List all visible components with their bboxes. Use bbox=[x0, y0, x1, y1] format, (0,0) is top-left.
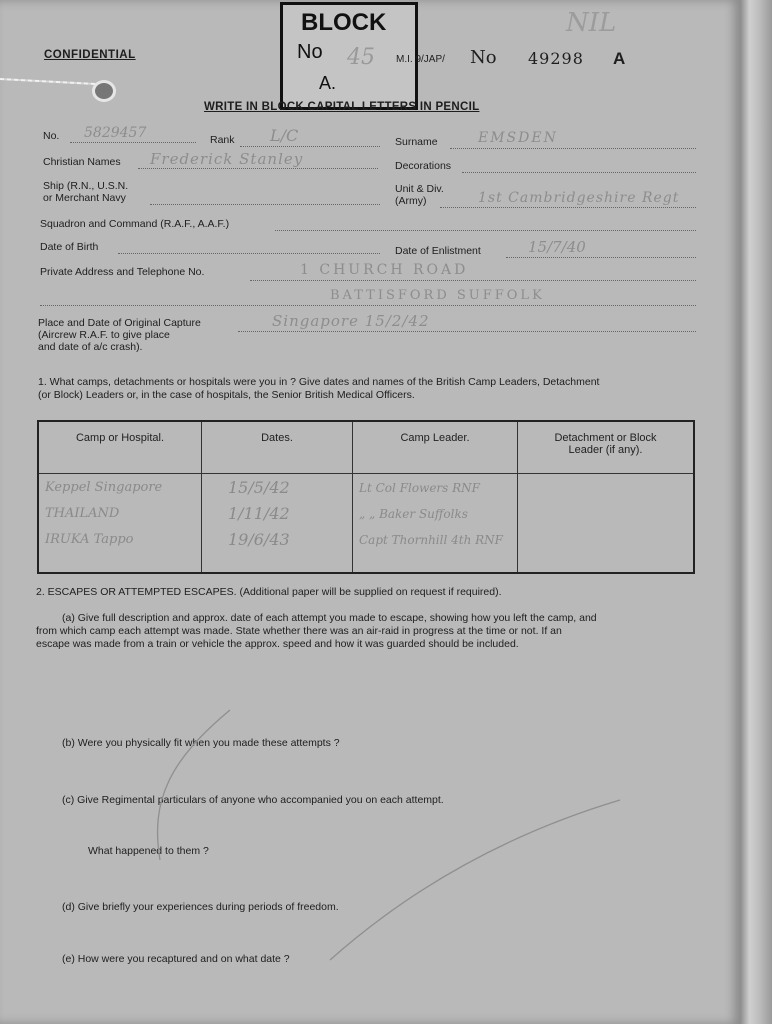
christian-names-label: Christian Names bbox=[43, 156, 121, 168]
rank-label: Rank bbox=[210, 134, 235, 146]
capture-value: Singapore 15/2/42 bbox=[272, 312, 430, 330]
number-label: No bbox=[470, 47, 497, 68]
rank-value: L/C bbox=[270, 126, 299, 145]
q1-text-1: 1. What camps, detachments or hospitals were you in ? Give dates and names of the British Camp Leaders, Detachment bbox=[38, 376, 600, 388]
capture-label-1: Place and Date of Original Capture bbox=[38, 317, 201, 329]
capture-label-2: (Aircrew R.A.F. to give place bbox=[38, 329, 170, 341]
camp-leader-entry: Lt Col Flowers RNF bbox=[359, 481, 480, 495]
corner-pencil-note: NIL bbox=[566, 8, 617, 38]
dob-label: Date of Birth bbox=[40, 241, 99, 253]
stamp-pencil-number: 45 bbox=[347, 45, 375, 70]
decorations-label: Decorations bbox=[395, 160, 452, 172]
address-value-1: 1 CHURCH ROAD bbox=[300, 262, 469, 278]
serial-suffix: A bbox=[613, 49, 626, 68]
address-label: Private Address and Telephone No. bbox=[40, 266, 205, 278]
unit-value: 1st Cambridgeshire Regt bbox=[478, 190, 680, 206]
stamp-block-text: BLOCK bbox=[301, 9, 387, 36]
q2-title: 2. ESCAPES OR ATTEMPTED ESCAPES. (Additional paper will be supplied on request if required). bbox=[36, 586, 502, 598]
q2-e-text: (e) How were you recaptured and on what date ? bbox=[62, 953, 290, 965]
capture-label-3: and date of a/c crash). bbox=[38, 341, 143, 353]
header-detachment-leader: Detachment or Block Leader (if any). bbox=[518, 421, 695, 474]
ship-label-1: Ship (R.N., U.S.N. bbox=[43, 180, 129, 192]
serial-number: 49298 bbox=[528, 49, 584, 68]
date-entry: 15/5/42 bbox=[228, 478, 290, 497]
page-stack-edge bbox=[740, 0, 772, 1024]
address-value-2: BATTISFORD SUFFOLK bbox=[330, 288, 545, 303]
enlistment-label: Date of Enlistment bbox=[395, 245, 481, 257]
ship-label-2: or Merchant Navy bbox=[43, 192, 126, 204]
enlistment-value: 15/7/40 bbox=[528, 238, 586, 256]
no-label: No. bbox=[43, 130, 60, 142]
camp-leader-entry: „ „ Baker Suffolks bbox=[359, 507, 468, 521]
q2-c-text: (c) Give Regimental particulars of anyone who accompanied you on each attempt. bbox=[62, 794, 444, 806]
stamp-no-text: No bbox=[297, 41, 323, 63]
header-camp: Camp or Hospital. bbox=[38, 421, 202, 474]
confidential-label: CONFIDENTIAL bbox=[44, 49, 136, 61]
date-entry: 19/6/43 bbox=[228, 530, 290, 549]
q2-c-followup: What happened to them ? bbox=[88, 845, 209, 857]
q2-a-text-1: (a) Give full description and approx. date of each attempt you made to escape, showing how you left the camp, and bbox=[62, 612, 597, 624]
squadron-label: Squadron and Command (R.A.F., A.A.F.) bbox=[40, 218, 230, 230]
q2-b-text: (b) Were you physically fit when you made these attempts ? bbox=[62, 737, 340, 749]
unit-label-1: Unit & Div. bbox=[395, 183, 444, 195]
instruction-heading: WRITE IN BLOCK CAPITAL LETTERS IN PENCIL bbox=[204, 101, 480, 113]
q2-d-text: (d) Give briefly your experiences during periods of freedom. bbox=[62, 901, 339, 913]
camp-entry: Keppel Singapore bbox=[45, 480, 163, 495]
camp-entry: THAILAND bbox=[45, 506, 120, 521]
unit-label-2: (Army) bbox=[395, 195, 427, 207]
form-reference: M.I. 9/JAP/ bbox=[396, 54, 445, 65]
q2-a-text-3: escape was made from a train or vehicle the approx. speed and how it was guarded should be included. bbox=[36, 638, 519, 650]
header-camp-leader: Camp Leader. bbox=[353, 421, 518, 474]
q1-text-2: (or Block) Leaders or, in the case of hospitals, the Senior British Medical Officers. bbox=[38, 389, 415, 401]
christian-names-value: Frederick Stanley bbox=[150, 150, 304, 168]
q2-a-text-2: from which camp each attempt was made. State whether there was an air-raid in progress at the time or not. If an bbox=[36, 625, 562, 637]
date-entry: 1/11/42 bbox=[228, 504, 290, 523]
camp-leader-entry: Capt Thornhill 4th RNF bbox=[359, 533, 503, 547]
surname-value: EMSDEN bbox=[478, 130, 558, 146]
stamp-a-text: A. bbox=[319, 73, 337, 93]
camp-entry: IRUKA Tappo bbox=[45, 532, 134, 547]
surname-label: Surname bbox=[395, 136, 438, 148]
no-value: 5829457 bbox=[84, 125, 147, 141]
header-dates: Dates. bbox=[202, 421, 353, 474]
